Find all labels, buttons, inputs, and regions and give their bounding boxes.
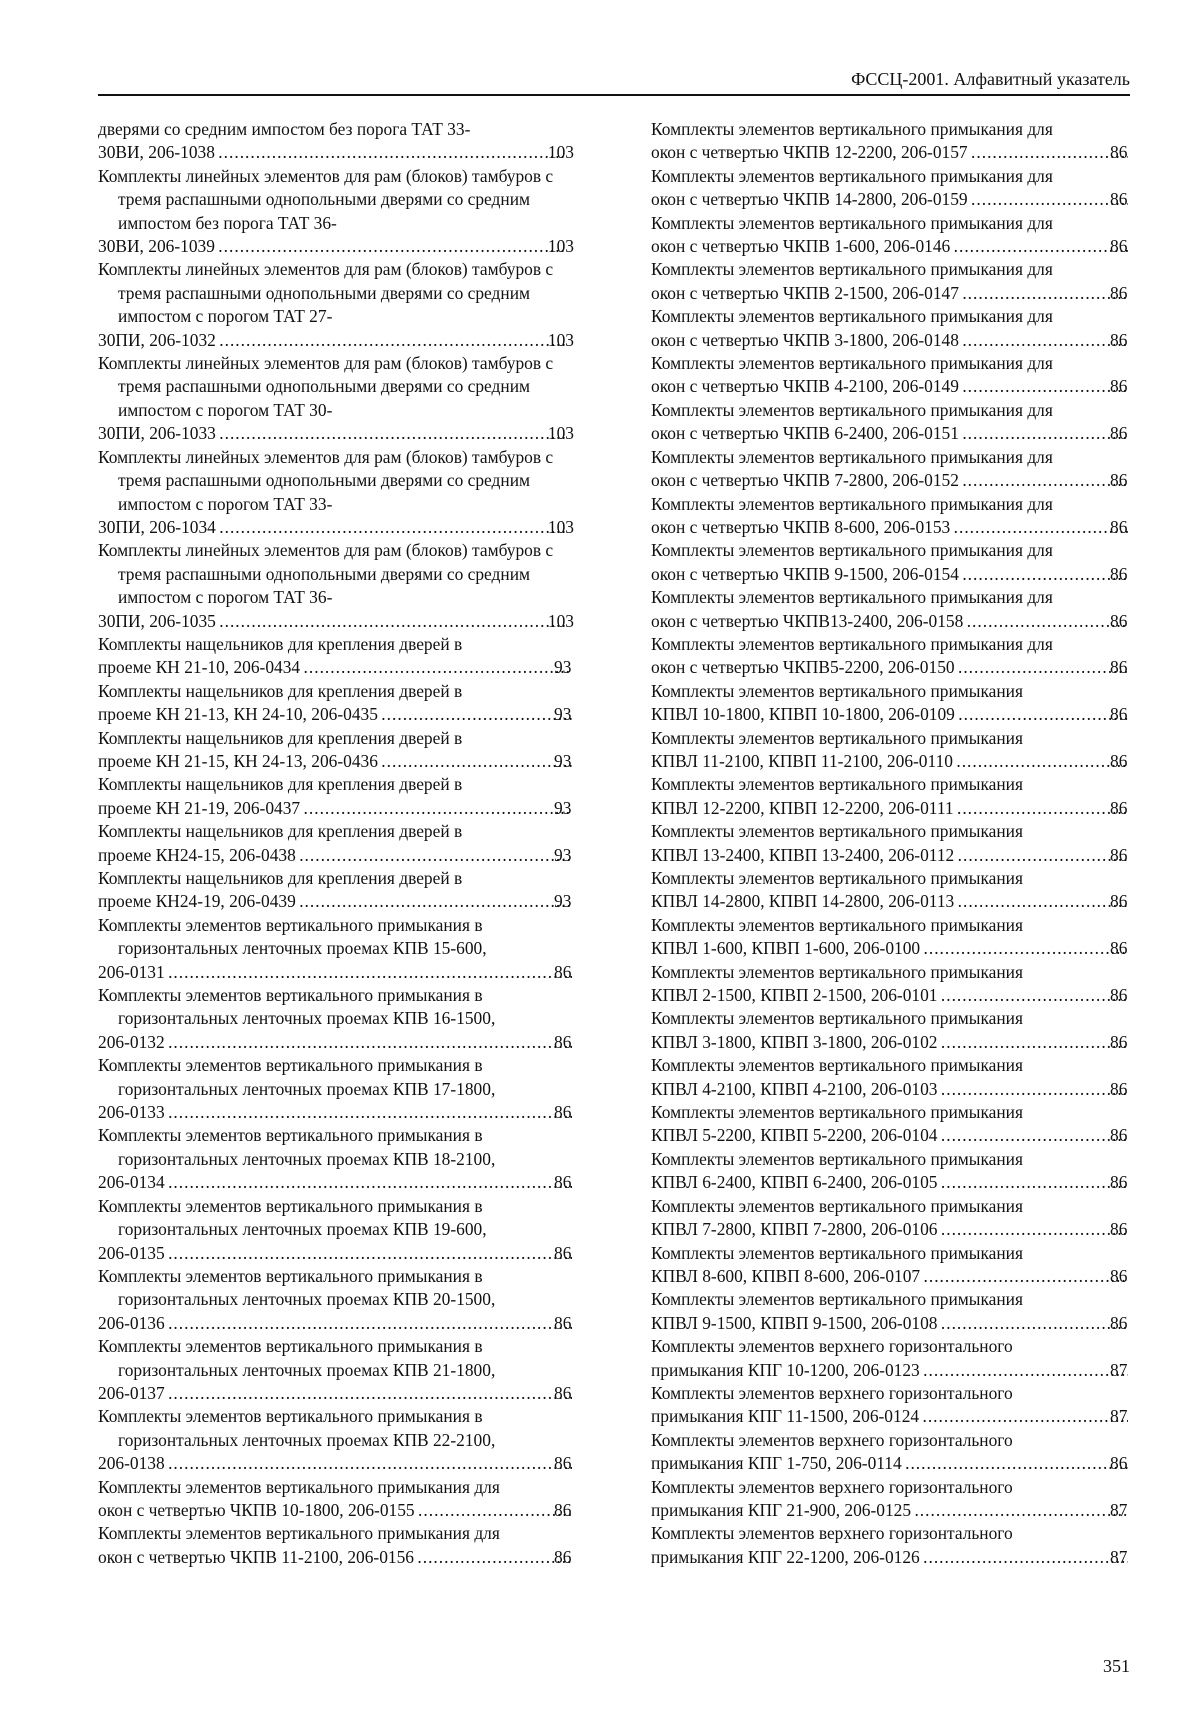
entry-code: примыкания КПГ 10-1200, 206-0123 xyxy=(651,1359,920,1380)
index-entry xyxy=(651,1242,1130,1289)
entry-code: проеме КН 21-19, 206-0437 xyxy=(98,797,301,818)
index-entry xyxy=(651,820,1130,867)
entry-final-line: 206-0134 ..... 86 xyxy=(118,1171,574,1194)
entry-code: окон с четвертью ЧКПВ 7-2800, 206-0152 xyxy=(651,470,959,491)
entry-final-line: КПВЛ 9-1500, КПВП 9-1500, 206-0108 ..... 86 xyxy=(671,1312,1130,1335)
entry-code: КПВЛ 8-600, КПВП 8-600, 206-0107 xyxy=(651,1265,921,1286)
index-entry xyxy=(98,1195,574,1265)
entry-heading: Комплекты нащельников для крепления дверей в xyxy=(98,727,463,748)
entry-code: окон с четвертью ЧКПВ 3-1800, 206-0148 xyxy=(651,329,959,350)
entry-heading: Комплекты элементов вертикального примыкания в горизонтальных ленточных проемах КПВ 17-1800, xyxy=(98,1055,496,1099)
entry-code: КПВЛ 11-2100, КПВП 11-2100, 206-0110 xyxy=(651,750,953,771)
dot-leader xyxy=(217,141,566,164)
entry-heading: Комплекты элементов вертикального примыкания для xyxy=(651,540,1053,561)
entry-final-line: проеме КН 21-19, 206-0437 ..... 93 xyxy=(118,797,574,820)
entry-final-line: окон с четвертью ЧКПВ 7-2800, 206-0152 ..... 86 xyxy=(671,469,1130,492)
entry-heading: Комплекты элементов вертикального примыкания для xyxy=(651,306,1053,327)
index-column-right xyxy=(651,118,1130,1569)
dot-leader xyxy=(955,750,1128,773)
index-entry xyxy=(651,305,1130,352)
index-entry xyxy=(651,586,1130,633)
entry-heading: Комплекты элементов вертикального примыкания для xyxy=(651,259,1053,280)
entry-final-line: окон с четвертью ЧКПВ 8-600, 206-0153 ..... 86 xyxy=(671,516,1130,539)
index-entry xyxy=(651,493,1130,540)
entry-page-number: 103 xyxy=(547,329,574,350)
entry-final-line: окон с четвертью ЧКПВ13-2400, 206-0158 ..... 86 xyxy=(671,610,1130,633)
dot-leader xyxy=(218,610,566,633)
page-number: 351 xyxy=(1103,1656,1130,1676)
entry-final-line: примыкания КПГ 1-750, 206-0114 ..... 86 xyxy=(671,1452,1130,1475)
entry-final-line: примыкания КПГ 22-1200, 206-0126 ..... 87 xyxy=(671,1546,1130,1569)
dot-leader xyxy=(940,1218,1129,1241)
dot-leader xyxy=(952,235,1128,258)
index-entry xyxy=(98,165,574,259)
entry-heading: Комплекты элементов вертикального примыкания xyxy=(651,1102,1023,1123)
entry-code: 206-0135 xyxy=(98,1242,165,1263)
entry-final-line: КПВЛ 10-1800, КПВП 10-1800, 206-0109 ..... 86 xyxy=(671,703,1130,726)
entry-heading: Комплекты элементов вертикального примыкания xyxy=(651,680,1023,701)
dot-leader xyxy=(922,1265,1128,1288)
entry-final-line: окон с четвертью ЧКПВ 10-1800, 206-0155 ..... 86 xyxy=(118,1499,574,1522)
entry-code: КПВЛ 10-1800, КПВП 10-1800, 206-0109 xyxy=(651,704,955,725)
index-entry xyxy=(651,212,1130,259)
index-entry xyxy=(651,680,1130,727)
entry-code: окон с четвертью ЧКПВ 9-1500, 206-0154 xyxy=(651,563,959,584)
index-entry xyxy=(98,1405,574,1475)
entry-heading: Комплекты элементов верхнего горизонтального xyxy=(651,1382,1013,1403)
entry-page-number: 103 xyxy=(547,423,574,444)
entry-heading: Комплекты элементов вертикального примыкания xyxy=(651,821,1023,842)
entry-heading: Комплекты элементов вертикального примыкания xyxy=(651,1195,1023,1216)
entry-final-line: окон с четвертью ЧКПВ 2-1500, 206-0147 ..... 86 xyxy=(671,282,1130,305)
entry-code: окон с четвертью ЧКПВ 10-1800, 206-0155 xyxy=(98,1499,415,1520)
index-entry xyxy=(651,773,1130,820)
dot-leader xyxy=(298,844,572,867)
index-entry xyxy=(651,1476,1130,1523)
entry-page-number: 103 xyxy=(547,610,574,631)
index-entry xyxy=(98,680,574,727)
index-entry xyxy=(98,867,574,914)
index-entry xyxy=(651,1382,1130,1429)
entry-heading: Комплекты элементов вертикального примыкания xyxy=(651,1289,1023,1310)
entry-heading: Комплекты линейных элементов для рам (блоков) тамбуров с тремя распашными однопольными дверями со средним импостом с порогом ТАТ 27- xyxy=(98,259,554,327)
index-entry xyxy=(98,984,574,1054)
index-entry xyxy=(651,1148,1130,1195)
index-entry xyxy=(651,446,1130,493)
dot-leader xyxy=(167,1031,572,1054)
entry-heading: Комплекты нащельников для крепления дверей в xyxy=(98,868,463,888)
dot-leader xyxy=(957,656,1128,679)
entry-final-line: проеме КН24-15, 206-0438 ..... 93 xyxy=(118,844,574,867)
index-entry xyxy=(98,539,574,633)
entry-code: 206-0138 xyxy=(98,1453,165,1474)
entry-final-line: окон с четвертью ЧКПВ5-2200, 206-0150 ..... 86 xyxy=(671,656,1130,679)
entry-final-line: окон с четвертью ЧКПВ 3-1800, 206-0148 ..... 86 xyxy=(671,329,1130,352)
index-entry xyxy=(98,727,574,774)
dot-leader xyxy=(940,1031,1129,1054)
dot-leader xyxy=(952,516,1128,539)
entry-heading: Комплекты элементов вертикального примыкания xyxy=(651,1148,1023,1169)
index-entry xyxy=(651,1429,1130,1476)
dot-leader xyxy=(940,1124,1129,1147)
dot-leader xyxy=(940,1078,1129,1101)
entry-heading: Комплекты элементов вертикального примыкания xyxy=(651,1008,1023,1029)
index-entry xyxy=(651,1522,1130,1569)
index-entry xyxy=(651,539,1130,586)
dot-leader xyxy=(940,1312,1129,1335)
index-entry xyxy=(651,961,1130,1008)
entry-final-line: окон с четвертью ЧКПВ 14-2800, 206-0159 ..... 86 xyxy=(671,188,1130,211)
entry-code: окон с четвертью ЧКПВ 6-2400, 206-0151 xyxy=(651,423,959,444)
entry-final-line: 206-0132 ..... 86 xyxy=(118,1031,574,1054)
entry-code: КПВЛ 7-2800, КПВП 7-2800, 206-0106 xyxy=(651,1219,938,1240)
entry-final-line: примыкания КПГ 10-1200, 206-0123 ..... 87 xyxy=(671,1359,1130,1382)
index-entry xyxy=(98,1335,574,1405)
entry-heading: Комплекты элементов вертикального примыкания xyxy=(651,1242,1023,1263)
entry-code: окон с четвертью ЧКПВ 11-2100, 206-0156 xyxy=(98,1546,414,1567)
entry-heading: Комплекты элементов верхнего горизонтального xyxy=(651,1476,1013,1497)
dot-leader xyxy=(956,797,1128,820)
entry-final-line: 206-0135 ..... 86 xyxy=(118,1242,574,1265)
index-entry xyxy=(651,258,1130,305)
dot-leader xyxy=(965,610,1128,633)
entry-heading: Комплекты нащельников для крепления дверей в xyxy=(98,633,463,654)
entry-heading: Комплекты элементов вертикального примыкания xyxy=(651,961,1023,982)
entry-final-line: окон с четвертью ЧКПВ 9-1500, 206-0154 ..... 86 xyxy=(671,563,1130,586)
entry-code: примыкания КПГ 1-750, 206-0114 xyxy=(651,1453,902,1474)
entry-code: проеме КН 21-15, КН 24-13, 206-0436 xyxy=(98,750,378,771)
entry-final-line: проеме КН24-19, 206-0439 ..... 93 xyxy=(118,890,574,913)
entry-code: окон с четвертью ЧКПВ13-2400, 206-0158 xyxy=(651,610,964,631)
entry-final-line xyxy=(98,610,574,633)
entry-heading: Комплекты линейных элементов для рам (блоков) тамбуров с тремя распашными однопольными дверями со средним импостом с порогом ТАТ 36- xyxy=(98,540,554,608)
dot-leader xyxy=(961,422,1128,445)
index-entry xyxy=(651,352,1130,399)
dot-leader xyxy=(961,375,1128,398)
entry-heading: Комплекты элементов вертикального примыкания в горизонтальных ленточных проемах КПВ 18-2100, xyxy=(98,1125,496,1169)
entry-code: 206-0133 xyxy=(98,1102,165,1123)
entry-code: 206-0137 xyxy=(98,1382,165,1403)
entry-code: КПВЛ 9-1500, КПВП 9-1500, 206-0108 xyxy=(651,1312,938,1333)
dot-leader xyxy=(167,1171,572,1194)
index-entry xyxy=(651,399,1130,446)
entry-final-line: окон с четвертью ЧКПВ 1-600, 206-0146 ..... 86 xyxy=(671,235,1130,258)
index-entry xyxy=(651,1054,1130,1101)
entry-code: КПВЛ 13-2400, КПВП 13-2400, 206-0112 xyxy=(651,844,955,865)
entry-code: 206-0136 xyxy=(98,1312,165,1333)
entry-final-line: КПВЛ 14-2800, КПВП 14-2800, 206-0113 ..... 86 xyxy=(671,890,1130,913)
entry-code: КПВЛ 2-1500, КПВП 2-1500, 206-0101 xyxy=(651,985,938,1006)
entry-code: проеме КН24-15, 206-0438 xyxy=(98,844,296,865)
entry-final-line: КПВЛ 4-2100, КПВП 4-2100, 206-0103 ..... 86 xyxy=(671,1078,1130,1101)
entry-code: КПВЛ 12-2200, КПВП 12-2200, 206-0111 xyxy=(651,797,954,818)
dot-leader xyxy=(961,282,1128,305)
dot-leader xyxy=(298,890,572,913)
entry-heading: Комплекты линейных элементов для рам (блоков) тамбуров с тремя распашными однопольными дверями со средним импостом без порога ТАТ 36- xyxy=(98,165,554,233)
index-entry xyxy=(651,633,1130,680)
entry-heading: дверями со средним импостом без порога ТАТ 33- xyxy=(98,119,471,139)
dot-leader xyxy=(218,329,566,352)
dot-leader xyxy=(961,469,1128,492)
entry-heading: Комплекты элементов вертикального примыкания для xyxy=(98,1523,500,1544)
entry-code: 30ПИ, 206-1033 xyxy=(98,423,216,444)
entry-page-number: 103 xyxy=(547,236,574,257)
entry-heading: Комплекты элементов вертикального примыкания xyxy=(651,914,1023,935)
entry-final-line: примыкания КПГ 21-900, 206-0125 ..... 87 xyxy=(671,1499,1130,1522)
entry-code: примыкания КПГ 22-1200, 206-0126 xyxy=(651,1546,920,1567)
entry-code: КПВЛ 5-2200, КПВП 5-2200, 206-0104 xyxy=(651,1125,938,1146)
entry-code: КПВЛ 3-1800, КПВП 3-1800, 206-0102 xyxy=(651,1031,938,1052)
entry-heading: Комплекты нащельников для крепления дверей в xyxy=(98,680,463,701)
dot-leader xyxy=(922,1546,1128,1569)
index-entry xyxy=(98,1265,574,1335)
entry-heading: Комплекты элементов верхнего горизонтального xyxy=(651,1336,1013,1357)
entry-final-line: окон с четвертью ЧКПВ 6-2400, 206-0151 ..... 86 xyxy=(671,422,1130,445)
entry-heading: Комплекты элементов вертикального примыкания для xyxy=(651,633,1053,654)
dot-leader xyxy=(167,1382,572,1405)
entry-heading: Комплекты элементов верхнего горизонтального xyxy=(651,1429,1013,1450)
entry-code: окон с четвертью ЧКПВ 4-2100, 206-0149 xyxy=(651,376,959,397)
entry-heading: Комплекты элементов вертикального примыкания для xyxy=(651,493,1053,514)
dot-leader xyxy=(956,844,1128,867)
dot-leader xyxy=(167,961,572,984)
index-entry xyxy=(98,914,574,984)
entry-page-number: 103 xyxy=(547,142,574,163)
index-entry xyxy=(651,1335,1130,1382)
entry-code: 206-0132 xyxy=(98,1031,165,1052)
header-title: ФССЦ-2001. Алфавитный указатель xyxy=(851,69,1130,89)
index-column-left xyxy=(98,118,574,1569)
entry-heading: Комплекты элементов вертикального примыкания в горизонтальных ленточных проемах КПВ 15-600, xyxy=(98,914,487,959)
entry-code: КПВЛ 14-2800, КПВП 14-2800, 206-0113 xyxy=(651,891,955,912)
entry-heading: Комплекты элементов вертикального примыкания в горизонтальных ленточных проемах КПВ 22-2100, xyxy=(98,1406,496,1450)
dot-leader xyxy=(921,1405,1128,1428)
entry-code: КПВЛ 1-600, КПВП 1-600, 206-0100 xyxy=(651,938,921,959)
dot-leader xyxy=(957,703,1128,726)
entry-heading: Комплекты нащельников для крепления дверей в xyxy=(98,821,463,842)
entry-heading: Комплекты элементов верхнего горизонтального xyxy=(651,1523,1013,1544)
entry-heading: Комплекты элементов вертикального примыкания xyxy=(651,1055,1023,1076)
entry-final-line: КПВЛ 11-2100, КПВП 11-2100, 206-0110 ..... 86 xyxy=(671,750,1130,773)
entry-code: окон с четвертью ЧКПВ 8-600, 206-0153 xyxy=(651,516,951,537)
entry-final-line: КПВЛ 3-1800, КПВП 3-1800, 206-0102 ..... 86 xyxy=(671,1031,1130,1054)
entry-code: окон с четвертью ЧКПВ 14-2800, 206-0159 xyxy=(651,189,968,210)
entry-final-line: проеме КН 21-13, КН 24-10, 206-0435 ..... 93 xyxy=(118,703,574,726)
dot-leader xyxy=(961,329,1128,352)
entry-final-line: КПВЛ 8-600, КПВП 8-600, 206-0107 ..... 86 xyxy=(671,1265,1130,1288)
entry-code: окон с четвертью ЧКПВ 2-1500, 206-0147 xyxy=(651,282,959,303)
entry-code: окон с четвертью ЧКПВ5-2200, 206-0150 xyxy=(651,657,955,678)
dot-leader xyxy=(970,141,1128,164)
entry-final-line xyxy=(98,516,574,539)
entry-final-line: окон с четвертью ЧКПВ 4-2100, 206-0149 ..... 86 xyxy=(671,375,1130,398)
dot-leader xyxy=(302,797,572,820)
entry-code: окон с четвертью ЧКПВ 12-2200, 206-0157 xyxy=(651,142,968,163)
index-entry xyxy=(651,867,1130,914)
index-entry xyxy=(98,1476,574,1523)
entry-final-line: КПВЛ 7-2800, КПВП 7-2800, 206-0106 ..... 86 xyxy=(671,1218,1130,1241)
entry-heading: Комплекты нащельников для крепления дверей в xyxy=(98,774,463,795)
entry-heading: Комплекты элементов вертикального примыкания xyxy=(651,868,1023,888)
entry-final-line: 206-0138 ..... 86 xyxy=(118,1452,574,1475)
index-entry xyxy=(98,1054,574,1124)
dot-leader xyxy=(167,1312,572,1335)
entry-final-line xyxy=(98,235,574,258)
entry-code: 30ПИ, 206-1035 xyxy=(98,610,216,631)
entry-heading: Комплекты элементов вертикального примыкания для xyxy=(651,587,1053,608)
entry-code: примыкания КПГ 21-900, 206-0125 xyxy=(651,1499,912,1520)
entry-code: 30ВИ, 206-1039 xyxy=(98,236,215,257)
entry-code: примыкания КПГ 11-1500, 206-0124 xyxy=(651,1406,920,1427)
index-entry xyxy=(98,1522,574,1569)
index-entry xyxy=(651,165,1130,212)
entry-heading: Комплекты элементов вертикального примыкания для xyxy=(651,212,1053,233)
entry-heading: Комплекты элементов вертикального примыкания в горизонтальных ленточных проемах КПВ 16-1500, xyxy=(98,985,496,1029)
index-entry xyxy=(98,1124,574,1194)
index-entry xyxy=(98,633,574,680)
entry-heading: Комплекты элементов вертикального примыкания для xyxy=(651,353,1053,374)
index-entry xyxy=(98,446,574,540)
dot-leader xyxy=(922,937,1128,960)
entry-final-line: КПВЛ 5-2200, КПВП 5-2200, 206-0104 ..... 86 xyxy=(671,1124,1130,1147)
dot-leader xyxy=(416,1546,572,1569)
entry-code: проеме КН 21-10, 206-0434 xyxy=(98,657,301,678)
entry-heading: Комплекты элементов вертикального примыкания в горизонтальных ленточных проемах КПВ 21-1800, xyxy=(98,1336,496,1380)
running-header xyxy=(98,66,1130,96)
entry-heading: Комплекты линейных элементов для рам (блоков) тамбуров с тремя распашными однопольными дверями со средним импостом с порогом ТАТ 33- xyxy=(98,446,554,514)
dot-leader xyxy=(218,516,566,539)
dot-leader xyxy=(380,703,572,726)
entry-final-line: окон с четвертью ЧКПВ 11-2100, 206-0156 ..... 86 xyxy=(118,1546,574,1569)
dot-leader xyxy=(970,188,1128,211)
dot-leader xyxy=(380,750,572,773)
dot-leader xyxy=(913,1499,1128,1522)
entry-final-line: 206-0131 ..... 86 xyxy=(118,961,574,984)
dot-leader xyxy=(904,1452,1128,1475)
entry-code: окон с четвертью ЧКПВ 1-600, 206-0146 xyxy=(651,236,951,257)
entry-final-line xyxy=(98,329,574,352)
entry-final-line: 206-0133 ..... 86 xyxy=(118,1101,574,1124)
dot-leader xyxy=(167,1101,572,1124)
entry-heading: Комплекты элементов вертикального примыкания для xyxy=(98,1476,500,1497)
index-entry xyxy=(651,914,1130,961)
entry-final-line: 206-0136 ..... 86 xyxy=(118,1312,574,1335)
entry-final-line: проеме КН 21-10, 206-0434 ..... 93 xyxy=(118,656,574,679)
index-entry xyxy=(98,773,574,820)
entry-code: 30ПИ, 206-1032 xyxy=(98,329,216,350)
entry-code: 30ВИ, 206-1038 xyxy=(98,142,215,163)
entry-heading: Комплекты элементов вертикального примыкания для xyxy=(651,119,1053,139)
entry-heading: Комплекты элементов вертикального примыкания xyxy=(651,727,1023,748)
entry-final-line: проеме КН 21-15, КН 24-13, 206-0436 ..... 93 xyxy=(118,750,574,773)
dot-leader xyxy=(167,1242,572,1265)
index-entry xyxy=(98,820,574,867)
dot-leader xyxy=(302,656,572,679)
index-entry xyxy=(98,118,574,165)
dot-leader xyxy=(218,422,566,445)
dot-leader xyxy=(940,984,1129,1007)
entry-heading: Комплекты линейных элементов для рам (блоков) тамбуров с тремя распашными однопольными дверями со средним импостом с порогом ТАТ 30- xyxy=(98,353,554,420)
dot-leader xyxy=(956,890,1128,913)
entry-final-line xyxy=(98,422,574,445)
dot-leader xyxy=(922,1359,1128,1382)
dot-leader xyxy=(167,1452,572,1475)
entry-code: КПВЛ 6-2400, КПВП 6-2400, 206-0105 xyxy=(651,1172,938,1193)
index-entry xyxy=(651,1007,1130,1054)
entry-final-line: КПВЛ 13-2400, КПВП 13-2400, 206-0112 ..... 86 xyxy=(671,844,1130,867)
entry-heading: Комплекты элементов вертикального примыкания в горизонтальных ленточных проемах КПВ 19-600, xyxy=(98,1195,487,1240)
entry-code: проеме КН 21-13, КН 24-10, 206-0435 xyxy=(98,704,378,725)
dot-leader xyxy=(217,235,566,258)
index-entry xyxy=(98,352,574,446)
entry-heading: Комплекты элементов вертикального примыкания для xyxy=(651,165,1053,186)
entry-final-line: КПВЛ 2-1500, КПВП 2-1500, 206-0101 ..... 86 xyxy=(671,984,1130,1007)
entry-heading: Комплекты элементов вертикального примыкания xyxy=(651,774,1023,795)
index-entry xyxy=(651,1101,1130,1148)
dot-leader xyxy=(417,1499,572,1522)
entry-heading: Комплекты элементов вертикального примыкания для xyxy=(651,399,1053,420)
index-entry xyxy=(651,1288,1130,1335)
dot-leader xyxy=(940,1171,1129,1194)
entry-final-line: КПВЛ 6-2400, КПВП 6-2400, 206-0105 ..... 86 xyxy=(671,1171,1130,1194)
entry-final-line: примыкания КПГ 11-1500, 206-0124 ..... 87 xyxy=(671,1405,1130,1428)
entry-heading: Комплекты элементов вертикального примыкания в горизонтальных ленточных проемах КПВ 20-1500, xyxy=(98,1265,496,1310)
index-entry xyxy=(98,258,574,352)
entry-code: проеме КН24-19, 206-0439 xyxy=(98,891,296,912)
entry-heading: Комплекты элементов вертикального примыкания для xyxy=(651,446,1053,467)
entry-code: 206-0134 xyxy=(98,1172,165,1193)
index-entry xyxy=(651,727,1130,774)
entry-page-number: 103 xyxy=(547,516,574,537)
entry-final-line: 206-0137 ..... 86 xyxy=(118,1382,574,1405)
entry-final-line: КПВЛ 12-2200, КПВП 12-2200, 206-0111 ..... 86 xyxy=(671,797,1130,820)
entry-code: 206-0131 xyxy=(98,961,165,982)
entry-code: КПВЛ 4-2100, КПВП 4-2100, 206-0103 xyxy=(651,1078,938,1099)
index-entry xyxy=(651,1195,1130,1242)
entry-final-line: окон с четвертью ЧКПВ 12-2200, 206-0157 ..... 86 xyxy=(671,141,1130,164)
entry-final-line xyxy=(98,141,574,164)
dot-leader xyxy=(961,563,1128,586)
entry-code: 30ПИ, 206-1034 xyxy=(98,516,216,537)
entry-final-line: КПВЛ 1-600, КПВП 1-600, 206-0100 ..... 86 xyxy=(671,937,1130,960)
index-entry xyxy=(651,118,1130,165)
